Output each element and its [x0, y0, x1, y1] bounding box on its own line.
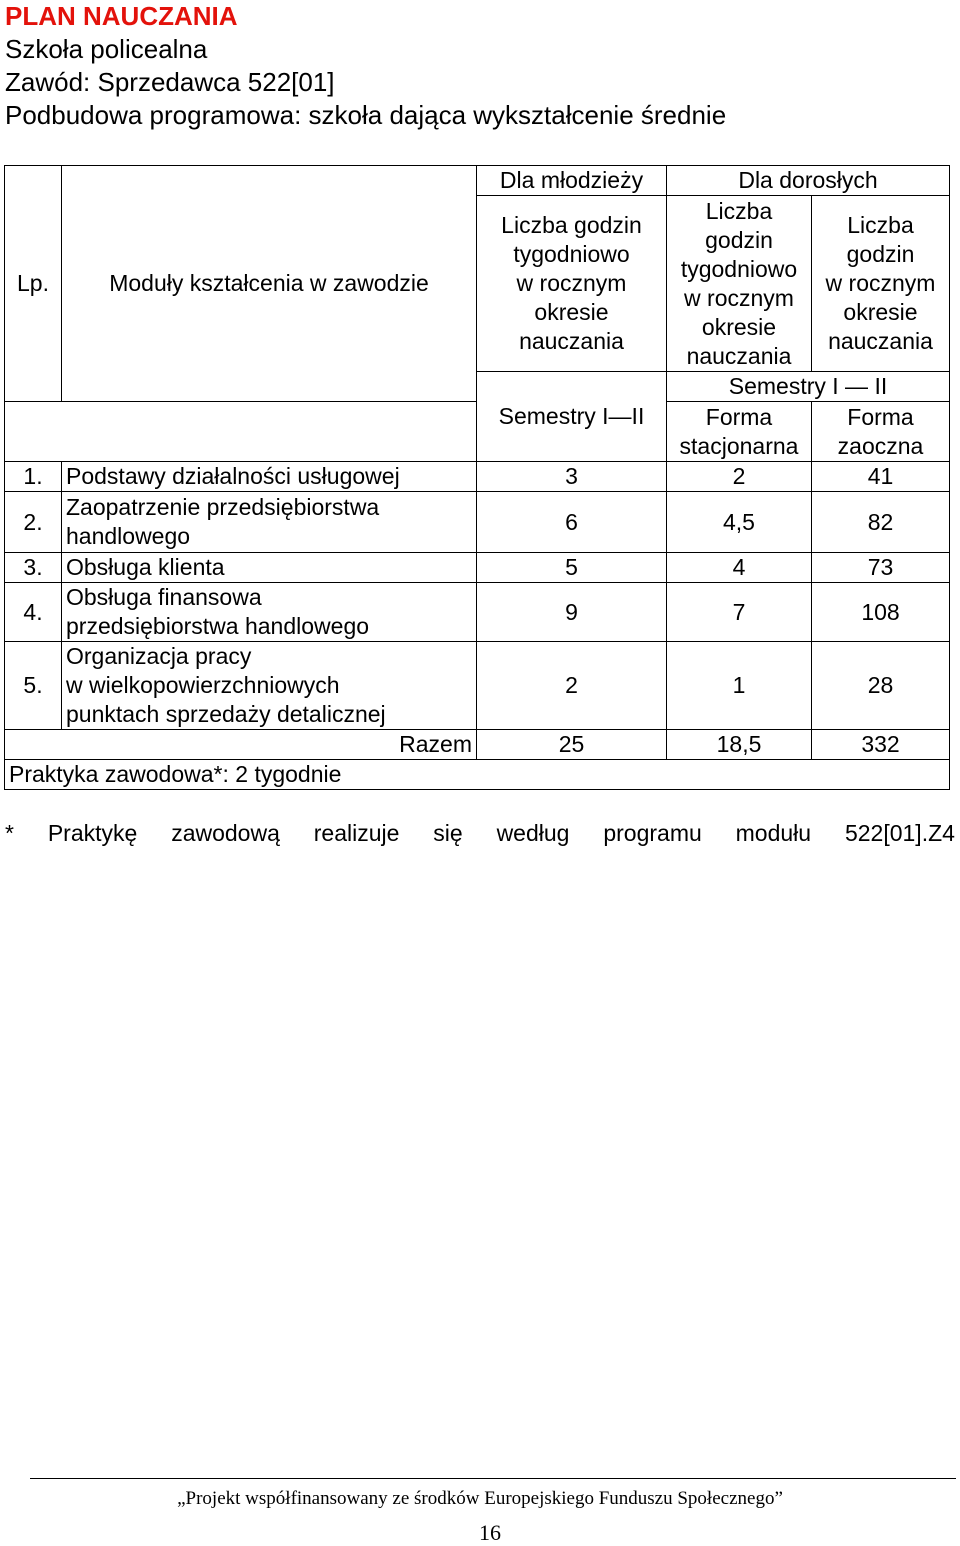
text-line: Obsługa klienta	[66, 554, 225, 580]
project-funding-note: „Projekt współfinansowany ze środków Europejskiego Funduszu Społecznego”	[177, 1488, 783, 1509]
curriculum-table	[4, 165, 950, 790]
row-number: 5.	[5, 642, 62, 730]
module-name	[62, 492, 477, 553]
text-line: nauczania	[519, 328, 624, 354]
profession: Zawód: Sprzedawca 522[01]	[5, 67, 335, 97]
text-line: przedsiębiorstwa handlowego	[66, 613, 370, 639]
text-line: punktach sprzedaży detalicznej	[66, 701, 386, 727]
footnote-word: według	[496, 820, 570, 846]
text-line: tygodniowo	[513, 241, 630, 267]
modules-header: Moduły kształcenia w zawodzie	[62, 166, 477, 402]
youth-header: Dla młodzieży	[477, 166, 667, 196]
text-line: okresie	[534, 299, 609, 325]
youth-hours-header	[477, 196, 667, 372]
table-row	[5, 553, 950, 583]
adults-header: Dla dorosłych	[667, 166, 950, 196]
extramural-hours: 108	[812, 583, 950, 642]
text-line: Podstawy działalności usługowej	[66, 463, 400, 489]
form-extramural-header	[812, 402, 950, 462]
stationary-hours: 4	[667, 553, 812, 583]
text-line: Forma	[847, 403, 914, 430]
total-youth: 25	[477, 730, 667, 760]
total-extramural: 332	[812, 730, 950, 760]
extramural-hours: 82	[812, 492, 950, 553]
text-line: okresie	[843, 299, 918, 325]
footnote-word: 522[01].Z4	[844, 820, 955, 846]
module-name	[62, 642, 477, 730]
practice-row: Praktyka zawodowa*: 2 tygodnie	[5, 760, 950, 790]
text-line: w rocznym	[684, 284, 794, 311]
youth-hours: 6	[477, 492, 667, 553]
total-row	[5, 730, 950, 760]
footnote-word: zawodową	[171, 820, 280, 846]
plan-title: PLAN NAUCZANIA	[5, 1, 238, 31]
youth-hours: 9	[477, 583, 667, 642]
text-line: Zaopatrzenie przedsiębiorstwa	[66, 494, 380, 520]
extramural-hours: 28	[812, 642, 950, 730]
footer-divider	[30, 1478, 956, 1479]
footnote-word: *	[5, 820, 14, 846]
stationary-hours: 2	[667, 462, 812, 492]
youth-hours: 5	[477, 553, 667, 583]
table-row	[5, 462, 950, 492]
stationary-hours: 7	[667, 583, 812, 642]
text-line: godzin	[846, 241, 915, 267]
school-type: Szkoła policealna	[5, 34, 208, 64]
module-name	[62, 583, 477, 642]
extramural-hours: 41	[812, 462, 950, 492]
youth-hours: 3	[477, 462, 667, 492]
row-number: 3.	[5, 553, 62, 583]
footnote	[5, 818, 955, 848]
table-row	[5, 492, 950, 553]
text-line: nauczania	[686, 342, 792, 369]
text-line: Organizacja pracy	[66, 643, 252, 669]
row-number: 1.	[5, 462, 62, 492]
header-spacer	[5, 402, 477, 462]
adult-yearly-header	[812, 196, 950, 372]
text-line: stacjonarna	[679, 432, 799, 459]
text-line: nauczania	[828, 328, 933, 354]
text-line: Liczba	[847, 212, 914, 238]
page-number: 16	[479, 1520, 501, 1545]
adult-semesters-header: Semestry I — II	[667, 372, 950, 402]
text-line: godzin	[705, 226, 773, 253]
text-line: handlowego	[66, 523, 191, 549]
text-line: Obsługa finansowa	[66, 584, 262, 610]
lp-header: Lp.	[5, 166, 62, 402]
total-stationary: 18,5	[667, 730, 812, 760]
text-line: w rocznym	[516, 270, 627, 296]
adult-weekly-header	[667, 196, 812, 372]
footnote-word: się	[433, 820, 463, 846]
text-line: zaoczna	[837, 432, 924, 459]
youth-hours: 2	[477, 642, 667, 730]
row-number: 4.	[5, 583, 62, 642]
text-line: Liczba godzin	[501, 212, 642, 238]
row-number: 2.	[5, 492, 62, 553]
text-line: w rocznym	[825, 270, 936, 296]
module-name	[62, 462, 477, 492]
footnote-word: programu	[603, 820, 702, 846]
text-line: Forma	[705, 403, 773, 430]
stationary-hours: 1	[667, 642, 812, 730]
stationary-hours: 4,5	[667, 492, 812, 553]
program-base: Podbudowa programowa: szkoła dająca wykształcenie średnie	[5, 100, 727, 130]
module-name	[62, 553, 477, 583]
form-stationary-header	[667, 402, 812, 462]
total-label: Razem	[5, 730, 477, 760]
text-line: Liczba	[705, 197, 773, 224]
table-row	[5, 583, 950, 642]
text-line: okresie	[701, 313, 777, 340]
footnote-word: realizuje	[313, 820, 400, 846]
youth-semesters-header: Semestry I—II	[477, 372, 667, 462]
document-heading	[5, 0, 726, 132]
text-line: tygodniowo	[680, 255, 798, 282]
footnote-word: modułu	[735, 820, 812, 846]
text-line: w wielkopowierzchniowych	[66, 672, 340, 698]
table-row	[5, 642, 950, 730]
extramural-hours: 73	[812, 553, 950, 583]
footnote-word: Praktykę	[47, 820, 138, 846]
